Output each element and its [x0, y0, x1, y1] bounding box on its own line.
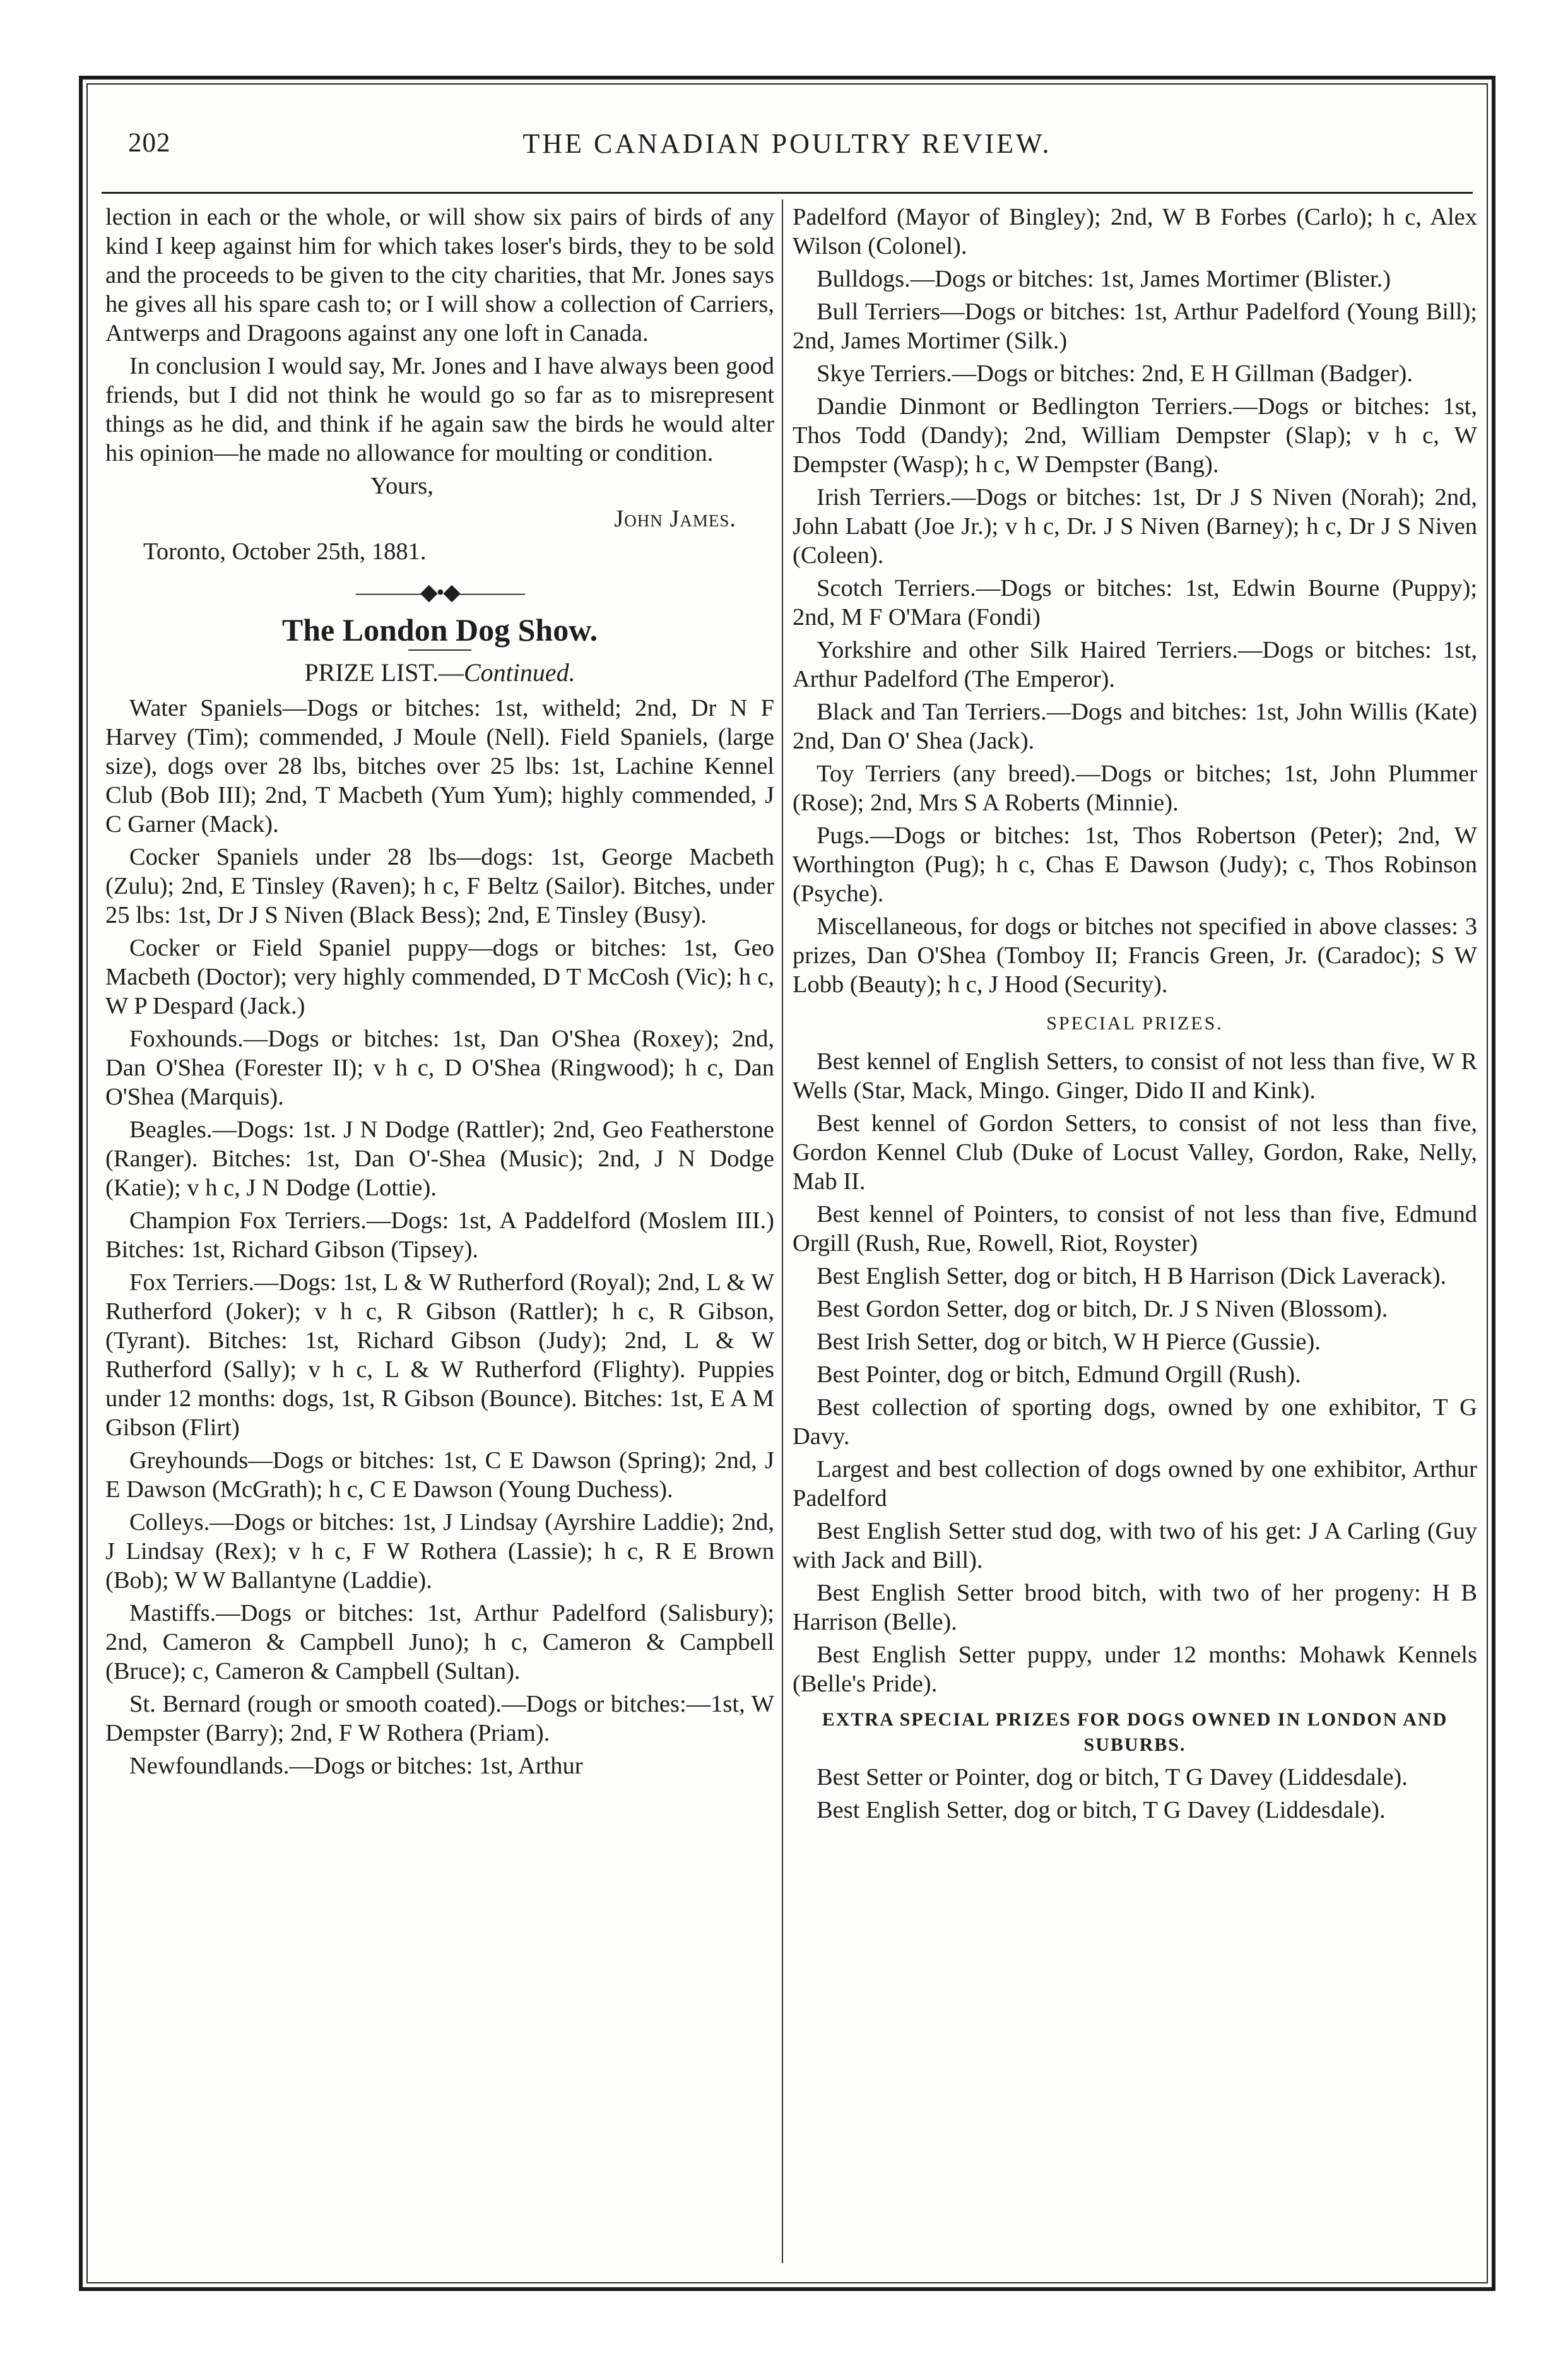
- special-prize-entry: Best kennel of Gordon Setters, to consist of not less than five, Gordon Kennel Club (Duke of Locust Valley, Gordon, Rake, Nelly, Mab II.: [793, 1110, 1477, 1195]
- prize-entry: Champion Fox Terriers.—Dogs: 1st, A Paddelford (Moslem III.) Bitches: 1st, Richard Gibson (Tipsey).: [105, 1207, 774, 1263]
- section-title: The London Dog Show.: [281, 612, 598, 648]
- prize-entry: Mastiffs.—Dogs or bitches: 1st, Arthur Padelford (Salisbury); 2nd, Cameron & Campbell Juno); h c, Cameron & Campbell (Bruce); c, Cameron & Campbell (Sultan).: [105, 1600, 774, 1684]
- prize-entry: Cocker or Field Spaniel puppy—dogs or bitches: 1st, Geo Macbeth (Doctor); very highly commended, D T McCosh (Vic); h c, W P Despard (Jack.): [105, 935, 774, 1019]
- prize-entry: Pugs.—Dogs or bitches: 1st, Thos Robertson (Peter); 2nd, W Worthington (Pug); h c, Chas E Dawson (Judy); c, Thos Robinson (Psyche).: [793, 822, 1477, 907]
- title-rule: [408, 649, 471, 651]
- prize-entry: Cocker Spaniels under 28 lbs—dogs: 1st, George Macbeth (Zulu); 2nd, E Tinsley (Raven); h c, F Beltz (Sailor). Bitches, under 25 lbs: 1st, Dr J S Niven (Black Bess); 2nd, E Tinsley (Busy).: [105, 844, 774, 928]
- prize-entry: Black and Tan Terriers.—Dogs and bitches: 1st, John Willis (Kate) 2nd, Dan O' Shea (Jack).: [793, 699, 1477, 754]
- left-column: [105, 203, 774, 1784]
- prize-list-subhead: [105, 658, 774, 687]
- special-prize-entry: Best Gordon Setter, dog or bitch, Dr. J S Niven (Blossom).: [817, 1296, 1388, 1322]
- prize-entry: Foxhounds.—Dogs or bitches: 1st, Dan O'Shea (Roxey); 2nd, Dan O'Shea (Forester II); v h c, D O'Shea (Ringwood); h c, Dan O'Shea (Marquis).: [105, 1026, 774, 1110]
- prize-entry: Beagles.—Dogs: 1st. J N Dodge (Rattler); 2nd, Geo Featherstone (Ranger). Bitches: 1st, Dan O'-Shea (Music); 2nd, J N Dodge (Katie); v h c, J N Dodge (Lottie).: [105, 1116, 774, 1201]
- prize-entry: Scotch Terriers.—Dogs or bitches: 1st, Edwin Bourne (Puppy); 2nd, M F O'Mara (Fondi): [793, 575, 1477, 631]
- prize-entry: Bulldogs.—Dogs or bitches: 1st, James Mortimer (Blister.): [817, 266, 1391, 292]
- special-prize-entry: Best English Setter brood bitch, with two of her progeny: H B Harrison (Belle).: [793, 1580, 1477, 1635]
- section-ornament: ———◆•◆———: [356, 579, 524, 605]
- prize-list-continued: Continued.: [463, 658, 575, 687]
- special-prize-entry: Best kennel of Pointers, to consist of not less than five, Edmund Orgill (Rush, Rue, Rowell, Riot, Royster): [793, 1201, 1477, 1257]
- column-divider: [782, 199, 783, 2263]
- right-column: [793, 203, 1477, 1828]
- letter-closing: Yours,: [370, 473, 434, 499]
- prize-entry: Padelford (Mayor of Bingley); 2nd, W B Forbes (Carlo); h c, Alex Wilson (Colonel).: [793, 204, 1477, 259]
- special-prize-entry: Best English Setter, dog or bitch, H B Harrison (Dick Laverack).: [817, 1263, 1447, 1289]
- letter-signature: John James.: [614, 506, 736, 532]
- prize-entry: Skye Terriers.—Dogs or bitches: 2nd, E H Gillman (Badger).: [817, 360, 1413, 387]
- special-prize-entry: Best English Setter puppy, under 12 months: Mohawk Kennels (Belle's Pride).: [793, 1642, 1477, 1697]
- special-prize-entry: Best English Setter stud dog, with two of his get: J A Carling (Guy with Jack and Bill).: [793, 1518, 1477, 1573]
- magazine-page: [79, 76, 1495, 2291]
- prize-entry: Greyhounds—Dogs or bitches: 1st, C E Dawson (Spring); 2nd, J E Dawson (McGrath); h c, C E Dawson (Young Duchess).: [105, 1447, 774, 1503]
- special-prize-entry: Best Pointer, dog or bitch, Edmund Orgill (Rush).: [817, 1361, 1301, 1388]
- special-prize-entry: Best Irish Setter, dog or bitch, W H Pierce (Gussie).: [817, 1329, 1321, 1355]
- special-prizes-heading: SPECIAL PRIZES.: [1046, 1013, 1224, 1034]
- special-prize-entry: Best kennel of English Setters, to consist of not less than five, W R Wells (Star, Mack, Mingo. Ginger, Dido II and Kink).: [793, 1048, 1477, 1104]
- special-prize-entry: Best collection of sporting dogs, owned by one exhibitor, T G Davy.: [793, 1394, 1477, 1450]
- extra-prize-entry: Best Setter or Pointer, dog or bitch, T G Davey (Liddesdale).: [817, 1764, 1408, 1791]
- prize-entry: Water Spaniels—Dogs or bitches: 1st, witheld; 2nd, Dr N F Harvey (Tim); commended, J Moule (Nell). Field Spaniels, (large size), dogs over 28 lbs, bitches over 25 lbs: 1st, Lachine Kennel Club (Bob III); 2nd, T Macbeth (Yum Yum); highly commended, J C Garner (Mack).: [105, 695, 774, 838]
- letter-paragraph: In conclusion I would say, Mr. Jones and I have always been good friends, but I did not think he would go so far as to misrepresent things as he did, and think if he again saw the birds he would alter his opinion—he made no allowance for moulting or condition.: [105, 353, 774, 466]
- prize-entry: Miscellaneous, for dogs or bitches not specified in above classes: 3 prizes, Dan O'Shea (Tomboy II; Francis Green, Jr. (Caradoc); S W Lobb (Beauty); h c, J Hood (Security).: [793, 913, 1477, 998]
- prize-entry: Colleys.—Dogs or bitches: 1st, J Lindsay (Ayrshire Laddie); 2nd, J Lindsay (Rex); v h c, F W Rothera (Lassie); h c, R E Brown (Bob); W W Ballantyne (Laddie).: [105, 1509, 774, 1594]
- extra-prizes-heading: EXTRA SPECIAL PRIZES FOR DOGS OWNED IN LONDON AND SUBURBS.: [822, 1709, 1448, 1755]
- page-header: [102, 97, 1473, 194]
- letter-paragraph: lection in each or the whole, or will show six pairs of birds of any kind I keep against him for which takes loser's birds, they to be sold and the proceeds to be given to the city charities, that Mr. Jones says he gives all his spare cash to; or I will show a collection of Carriers, Antwerps and Dragoons against any one loft in Canada.: [105, 204, 774, 346]
- page-number: 202: [128, 128, 171, 158]
- prize-entry: St. Bernard (rough or smooth coated).—Dogs or bitches:—1st, W Dempster (Barry); 2nd, F W Rothera (Priam).: [105, 1691, 774, 1746]
- prize-entry: Toy Terriers (any breed).—Dogs or bitches; 1st, John Plummer (Rose); 2nd, Mrs S A Roberts (Minnie).: [793, 761, 1477, 816]
- letter-dateline: Toronto, October 25th, 1881.: [143, 538, 427, 565]
- prize-entry: Irish Terriers.—Dogs or bitches: 1st, Dr J S Niven (Norah); 2nd, John Labatt (Joe Jr.); v h c, Dr. J S Niven (Barney); h c, Dr J S Niven (Coleen).: [793, 484, 1477, 569]
- prize-entry: Bull Terriers—Dogs or bitches: 1st, Arthur Padelford (Young Bill); 2nd, James Mortimer (Silk.): [793, 299, 1477, 354]
- prize-entry: Dandie Dinmont or Bedlington Terriers.—Dogs or bitches: 1st, Thos Todd (Dandy); 2nd, William Dempster (Slap); v h c, W Dempster (Wasp); h c, W Dempster (Bang).: [793, 393, 1477, 478]
- prize-list-label: PRIZE LIST.—: [304, 658, 464, 687]
- prize-entry: Yorkshire and other Silk Haired Terriers.—Dogs or bitches: 1st, Arthur Padelford (The Emperor).: [793, 637, 1477, 692]
- prize-entry: Fox Terriers.—Dogs: 1st, L & W Rutherford (Royal); 2nd, L & W Rutherford (Joker); v h c, R Gibson (Rattler); h c, R Gibson, (Tyrant). Bitches: 1st, Richard Gibson (Judy); 2nd, L & W Rutherford (Sally); v h c, L & W Rutherford (Flighty). Puppies under 12 months: dogs, 1st, R Gibson (Bounce). Bitches: 1st, E A M Gibson (Flirt): [105, 1269, 774, 1441]
- prize-entry: Newfoundlands.—Dogs or bitches: 1st, Arthur: [129, 1753, 583, 1779]
- extra-prize-entry: Best English Setter, dog or bitch, T G Davey (Liddesdale).: [817, 1797, 1386, 1823]
- running-title: THE CANADIAN POULTRY REVIEW.: [522, 128, 1052, 159]
- special-prize-entry: Largest and best collection of dogs owned by one exhibitor, Arthur Padelford: [793, 1456, 1477, 1512]
